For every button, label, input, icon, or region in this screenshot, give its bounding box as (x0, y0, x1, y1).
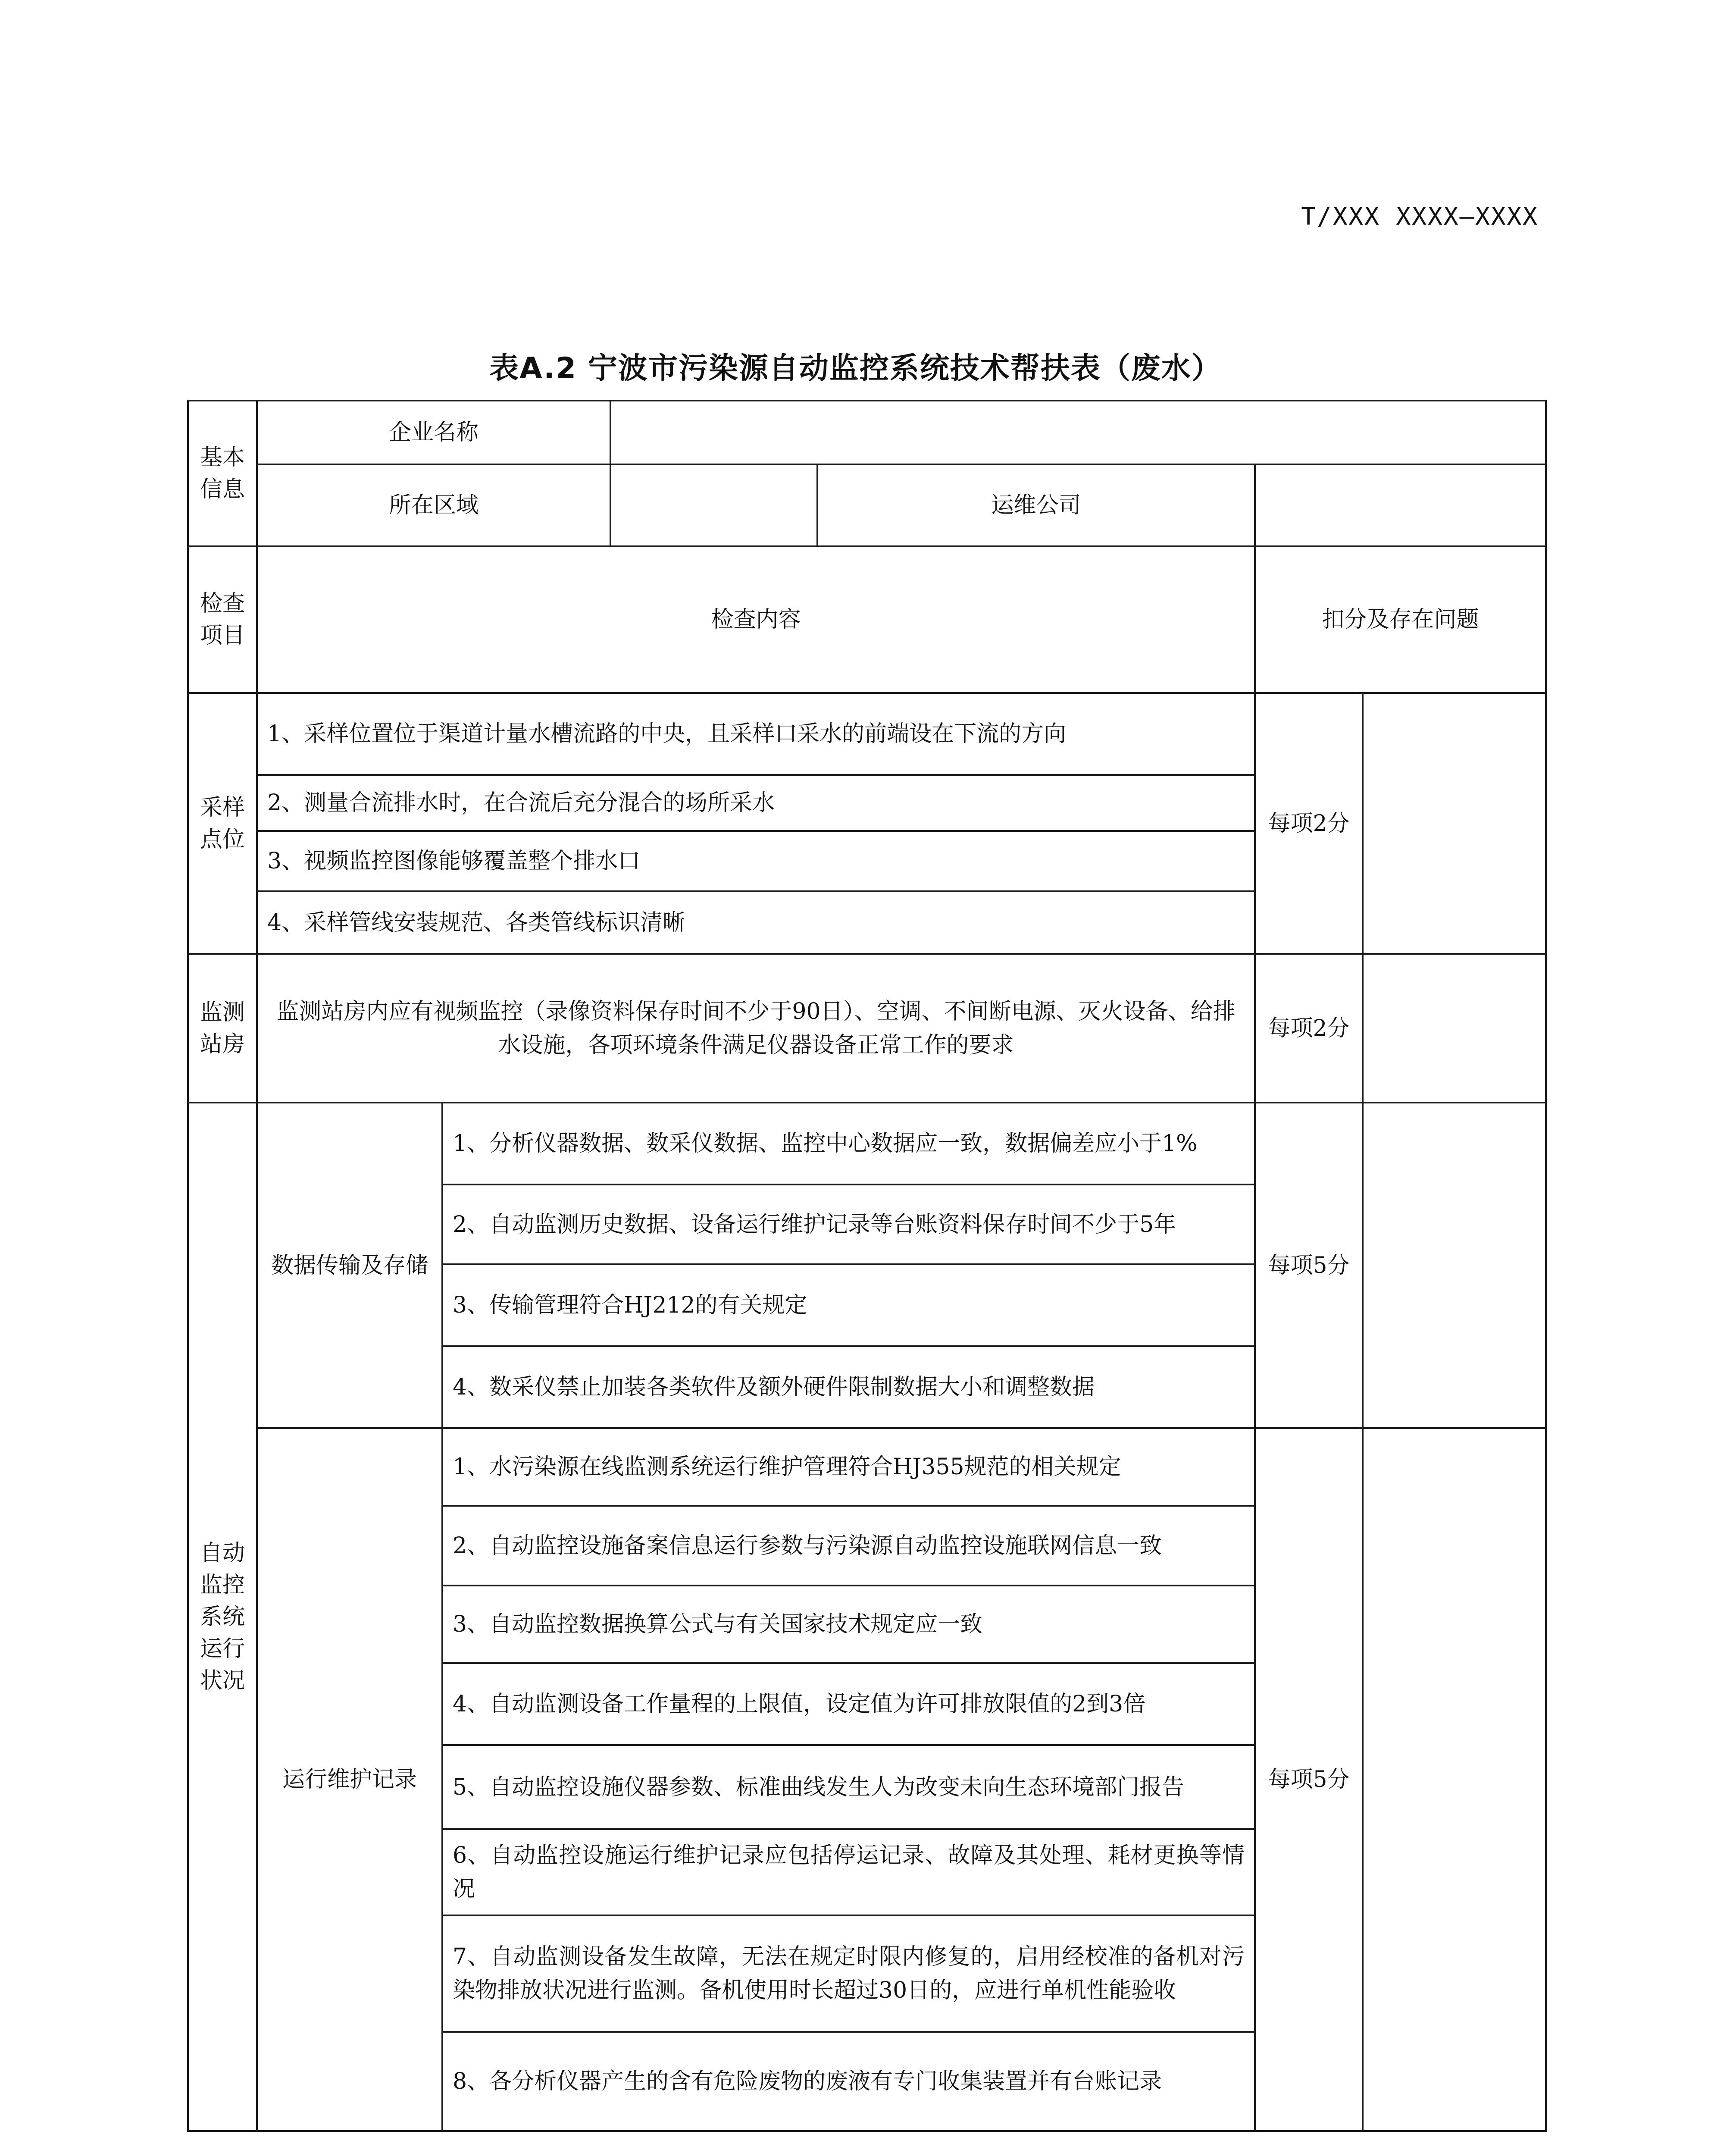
data-transfer-label: 数据传输及存储 (257, 1103, 442, 1428)
maintenance-label: 运行维护记录 (257, 1428, 442, 2131)
maintenance-item: 4、自动监测设备工作量程的上限值，设定值为许可排放限值的2到3倍 (442, 1663, 1255, 1745)
region-label: 所在区域 (257, 464, 610, 546)
maintenance-remark-field[interactable] (1363, 1428, 1546, 2131)
basic-info-section-label: 基本信息 (188, 401, 257, 546)
document-code: T/XXX XXXX—XXXX (1301, 203, 1539, 231)
enterprise-name-label: 企业名称 (257, 401, 610, 464)
data-transfer-score: 每项5分 (1255, 1103, 1363, 1428)
data-transfer-remark-field[interactable] (1363, 1103, 1546, 1428)
sampling-section-label: 采样点位 (188, 693, 257, 954)
maintenance-score: 每项5分 (1255, 1428, 1363, 2131)
data-transfer-item: 2、自动监测历史数据、设备运行维护记录等台账资料保存时间不少于5年 (442, 1185, 1255, 1264)
maintenance-item: 2、自动监控设施备案信息运行参数与污染源自动监控设施联网信息一致 (442, 1506, 1255, 1586)
station-content: 监测站房内应有视频监控（录像资料保存时间不少于90日）、空调、不间断电源、灭火设备、给排水设施，各项环境条件满足仪器设备正常工作的要求 (257, 954, 1255, 1103)
check-content-header: 检查内容 (257, 546, 1255, 693)
maintenance-item: 3、自动监控数据换算公式与有关国家技术规定应一致 (442, 1586, 1255, 1663)
maintenance-item: 5、自动监控设施仪器参数、标准曲线发生人为改变未向生态环境部门报告 (442, 1745, 1255, 1829)
sampling-item: 2、测量合流排水时，在合流后充分混合的场所采水 (257, 775, 1255, 831)
deduction-header: 扣分及存在问题 (1255, 546, 1546, 693)
check-item-header: 检查项目 (188, 546, 257, 693)
maintenance-item: 8、各分析仪器产生的含有危险废物的废液有专门收集装置并有台账记录 (442, 2032, 1255, 2131)
station-remark-field[interactable] (1363, 954, 1546, 1103)
sampling-item: 1、采样位置位于渠道计量水槽流路的中央，且采样口采水的前端设在下流的方向 (257, 693, 1255, 775)
region-field[interactable] (610, 464, 817, 546)
sampling-item: 4、采样管线安装规范、各类管线标识清晰 (257, 891, 1255, 954)
data-transfer-item: 4、数采仪禁止加装各类软件及额外硬件限制数据大小和调整数据 (442, 1346, 1255, 1428)
data-transfer-item: 3、传输管理符合HJ212的有关规定 (442, 1264, 1255, 1346)
table-title: 表A.2 宁波市污染源自动监控系统技术帮扶表（废水） (489, 351, 1222, 385)
maintenance-item: 7、自动监测设备发生故障，无法在规定时限内修复的，启用经校准的备机对污染物排放状况进行监测。备机使用时长超过30日的，应进行单机性能验收 (442, 1915, 1255, 2032)
ops-company-field[interactable] (1255, 464, 1546, 546)
auto-monitoring-section-label: 自动监控系统运行状况 (188, 1103, 257, 2131)
enterprise-name-field[interactable] (610, 401, 1546, 464)
sampling-item: 3、视频监控图像能够覆盖整个排水口 (257, 831, 1255, 891)
ops-company-label: 运维公司 (817, 464, 1255, 546)
station-score: 每项2分 (1255, 954, 1363, 1103)
maintenance-item: 6、自动监控设施运行维护记录应包括停运记录、故障及其处理、耗材更换等情况 (442, 1829, 1255, 1915)
inspection-table (187, 400, 1547, 2132)
data-transfer-item: 1、分析仪器数据、数采仪数据、监控中心数据应一致，数据偏差应小于1% (442, 1103, 1255, 1185)
sampling-remark-field[interactable] (1363, 693, 1546, 954)
maintenance-item: 1、水污染源在线监测系统运行维护管理符合HJ355规范的相关规定 (442, 1428, 1255, 1506)
sampling-score: 每项2分 (1255, 693, 1363, 954)
station-section-label: 监测站房 (188, 954, 257, 1103)
